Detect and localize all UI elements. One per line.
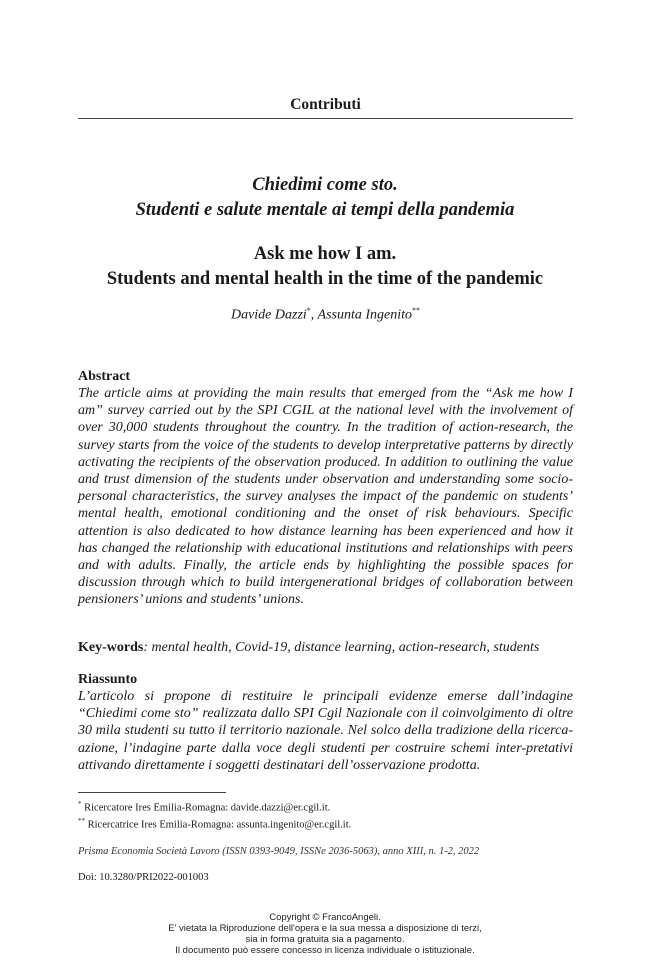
author-separator: ,: [310, 307, 318, 323]
footnote-rule: [78, 792, 226, 793]
italian-title-line1: Chiedimi come sto.: [252, 175, 398, 195]
author-2-footnote-mark[interactable]: **: [412, 306, 421, 315]
abstract-heading: Abstract: [78, 369, 131, 384]
english-title-line1: Ask me how I am.: [253, 244, 397, 264]
author-2: Assunta Ingenito: [317, 307, 413, 323]
copyright-line4: Il documento può essere concesso in licenza individuale o istituzionale.: [175, 945, 475, 956]
abstract-section: [78, 369, 573, 609]
authors: [78, 306, 573, 324]
copyright-line1: Copyright © FrancoAngeli.: [269, 912, 381, 923]
footnote-2: [78, 815, 573, 832]
footnotes: [78, 798, 573, 831]
footnote-2-mark: **: [78, 816, 85, 825]
keywords-section: [78, 639, 573, 656]
footnote-1-mark: *: [78, 800, 82, 808]
section-label: Contributi: [290, 96, 361, 113]
riassunto-section: [78, 672, 573, 774]
footnote-2-text: Ricercatrice Ires Emilia-Romagna: assunta.ingenito@er.cgil.it.: [85, 819, 352, 830]
copyright-line3: sia in forma gratuita sia a pagamento.: [245, 934, 405, 945]
italian-title: [40, 173, 610, 223]
english-title: [40, 242, 610, 292]
copyright-line2: E' vietata la Riproduzione dell'opera e la sua messa a disposizione di terzi,: [168, 923, 482, 934]
author-1-footnote-mark[interactable]: *: [306, 306, 311, 315]
riassunto-heading: Riassunto: [78, 672, 138, 687]
english-title-line2: Students and mental health in the time of the pandemic: [106, 269, 544, 289]
keywords-heading: Key-words: [78, 640, 144, 655]
copyright-notice: [0, 912, 650, 956]
keywords-text: : mental health, Covid-19, distance learning, action-research, students: [143, 640, 540, 655]
author-1: Davide Dazzi: [230, 307, 307, 323]
abstract-text: The article aims at providing the main results that emerged from the “Ask me how I am” survey carried out by the SPI CGIL at the national level with the involvement of over 30,000 students throughout the country. In the tradition of action-research, the survey starts from the voice of the students to develop interpretative patterns by directly activating the recipients of the observation produced. In addition to outlining the value and trust dimension of the students under observation and understanding some socio-personal characteristics, the survey analyses the impact of the pandemic on students’ mental health, emotional conditioning and the onset of risk behaviours. Specific attention is also dedicated to how distance learning has been experienced and how it has changed the relationship with educational institutions and relationships with peers and with adults. Finally, the article ends by highlighting the possible spaces for discussion through which to build intergenerational bridges of collaboration between pensioners’ unions and students’ unions.: [78, 386, 573, 608]
header-rule: [78, 118, 573, 119]
footnote-1-text: Ricercatore Ires Emilia-Romagna: davide.dazzi@er.cgil.it.: [81, 802, 331, 814]
italian-title-line2: Studenti e salute mentale ai tempi della pandemia: [135, 200, 515, 220]
journal-citation: Prisma Economia Società Lavoro (ISSN 0393-9049, ISSNe 2036-5063), anno XIII, n. 1-2, 2022: [78, 846, 480, 857]
footnote-1: [78, 798, 573, 815]
doi-line[interactable]: Doi: 10.3280/PRI2022-001003: [78, 872, 209, 883]
riassunto-text: L’articolo si propone di restituire le principali evidenze emerse dall’indagine “Chiedimi come sto” realizzata dallo SPI Cgil Nazionale con il coinvolgimento di oltre 30 mila studenti su tutto il territorio nazionale. Nel solco della tradizione della ricerca-azione, l’indagine parte dalla voce degli studenti per costruire schemi inter-pretativi attivando direttamente i soggetti destinatari dell’osservazione prodotta.: [78, 689, 573, 773]
